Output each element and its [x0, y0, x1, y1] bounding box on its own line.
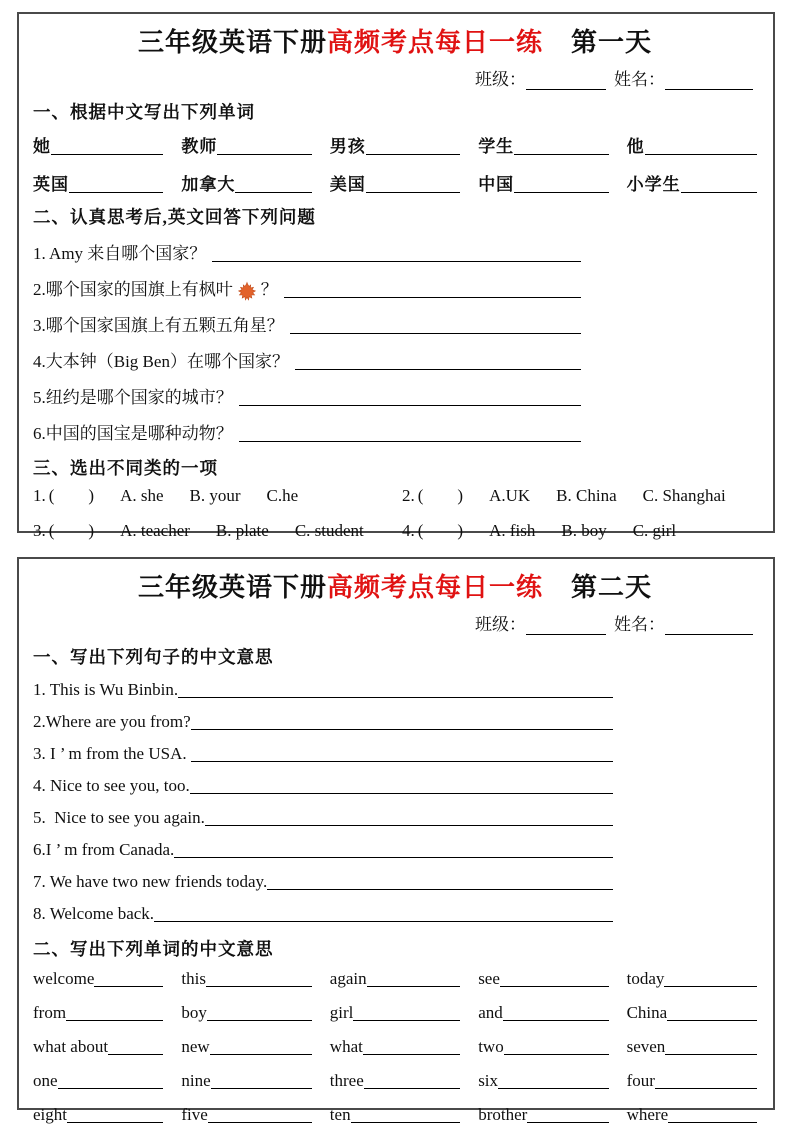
choice-item	[402, 521, 757, 541]
choice-option-a: A.UK	[489, 486, 531, 505]
answer-blank	[94, 970, 163, 987]
answer-line	[212, 245, 581, 262]
word-blank-item	[181, 969, 311, 989]
word-label: 学生	[478, 137, 515, 156]
answer-line	[154, 905, 613, 922]
choice-option-a: A. fish	[489, 521, 536, 540]
word-blank-item	[33, 1037, 163, 1057]
word-label: where	[626, 1105, 669, 1124]
choice-option-a: A. she	[120, 486, 164, 505]
answer-blank	[366, 176, 460, 193]
word-label: 加拿大	[181, 175, 236, 194]
word-label: brother	[478, 1105, 528, 1124]
word-blank-item	[181, 132, 311, 157]
title-text-red: 高频考点每日一练	[326, 573, 543, 602]
word-label: two	[478, 1037, 504, 1056]
word-blank-item	[33, 170, 163, 195]
sentence-text: 4. Nice to see you, too.	[33, 776, 190, 795]
word-label: 英国	[33, 175, 69, 194]
answer-line	[290, 317, 581, 334]
question-text: 5.纽约是哪个国家的城市？	[33, 388, 233, 407]
answer-line	[174, 841, 613, 858]
word-label: new	[181, 1037, 210, 1056]
answer-blank	[503, 1004, 609, 1021]
answer-blank	[668, 1106, 757, 1123]
answer-blank	[514, 176, 608, 193]
sentence-row	[33, 872, 613, 892]
answer-blank	[69, 176, 163, 193]
name-blank	[665, 73, 753, 90]
word-label: again	[329, 969, 367, 988]
maple-leaf-icon	[235, 281, 259, 303]
word-blank-item	[330, 132, 460, 157]
choice-item	[33, 521, 388, 541]
word-label: one	[33, 1071, 58, 1090]
class-blank	[526, 618, 606, 635]
section-1-heading: 一、写出下列句子的中文意思	[33, 647, 274, 667]
answer-blank	[665, 1038, 757, 1055]
day1-worksheet	[17, 12, 775, 540]
word-blank-item	[627, 1003, 757, 1023]
name-label: 姓名：	[614, 70, 665, 89]
answer-line	[178, 681, 613, 698]
word-blank-item	[181, 1003, 311, 1023]
question-text: 1. Amy 来自哪个国家？	[33, 244, 207, 263]
sentence-text: 7. We have two new friends today.	[33, 872, 268, 891]
word-label: China	[626, 1003, 668, 1022]
answer-line	[267, 873, 613, 890]
title-text-black: 三年级英语下册	[137, 28, 327, 57]
word-blank-item	[478, 969, 608, 989]
word-label: 男孩	[329, 137, 366, 156]
word-label: ten	[329, 1105, 351, 1124]
word-label: six	[478, 1071, 499, 1090]
choice-number: 4.	[402, 521, 415, 540]
section-1-heading: 一、根据中文写出下列单词	[33, 102, 255, 122]
word-blank-item	[330, 1003, 460, 1023]
answer-blank	[206, 970, 312, 987]
word-blank-item	[33, 1071, 163, 1091]
word-label: what about	[33, 1037, 109, 1056]
word-label: and	[478, 1003, 503, 1022]
choice-number: 1.	[33, 486, 46, 505]
word-blank-item	[627, 1105, 757, 1125]
answer-blank	[51, 138, 163, 155]
word-label: welcome	[33, 969, 95, 988]
answer-blank	[527, 1106, 608, 1123]
answer-blank	[514, 138, 608, 155]
sentence-row	[33, 776, 613, 796]
sentence-row	[33, 808, 613, 828]
choice-number: 3.	[33, 521, 46, 540]
question-list	[33, 239, 757, 444]
word-blank-item	[33, 132, 163, 157]
question-row	[33, 239, 581, 264]
class-label: 班级：	[475, 615, 526, 634]
word-translation-grid	[33, 969, 757, 1125]
word-blank-item	[33, 1105, 163, 1125]
word-blank-item	[627, 1071, 757, 1091]
word-blank-item	[478, 1105, 608, 1125]
word-blank-item	[330, 1037, 460, 1057]
word-label: nine	[181, 1071, 211, 1090]
word-label: seven	[626, 1037, 666, 1056]
word-label: 小学生	[626, 175, 681, 194]
choice-option-c: C. student	[294, 521, 364, 540]
sentence-text: 2.Where are you from?	[33, 712, 191, 731]
sentence-text: 5. Nice to see you again.	[33, 808, 205, 827]
answer-line	[191, 745, 613, 762]
word-blank-item	[181, 1105, 311, 1125]
choice-option-b: B. China	[556, 486, 617, 505]
word-label: 中国	[478, 175, 515, 194]
title-text-black: 三年级英语下册	[137, 573, 327, 602]
answer-blank	[681, 176, 757, 193]
answer-blank	[364, 1072, 460, 1089]
answer-blank	[366, 138, 460, 155]
word-blank-item	[478, 1071, 608, 1091]
class-label: 班级：	[475, 70, 526, 89]
sentence-text: 6.I ’ m from Canada.	[33, 840, 175, 859]
word-label: 她	[33, 137, 51, 156]
answer-blank	[67, 1106, 163, 1123]
sentence-row	[33, 680, 613, 700]
answer-blank	[500, 970, 609, 987]
answer-blank	[353, 1004, 460, 1021]
answer-line	[191, 713, 613, 730]
name-label: 姓名：	[614, 615, 665, 634]
word-blank-item	[181, 1071, 311, 1091]
sentence-row	[33, 904, 613, 924]
word-label: what	[329, 1037, 363, 1056]
question-row	[33, 311, 581, 336]
class-name-row	[33, 610, 753, 635]
class-blank	[526, 73, 606, 90]
word-label: eight	[33, 1105, 67, 1124]
answer-line	[205, 809, 613, 826]
question-text: 3.哪个国家国旗上有五颗五角星？	[33, 316, 284, 335]
word-blank-item	[478, 170, 608, 195]
choice-option-a: A. teacher	[120, 521, 190, 540]
answer-brackets: ( )	[48, 521, 95, 540]
sentence-text: 3. I ’ m from the USA.	[33, 744, 191, 763]
answer-blank	[367, 970, 461, 987]
choice-option-b: B. your	[189, 486, 241, 505]
word-translation-grid	[33, 132, 757, 195]
word-blank-item	[478, 1037, 608, 1057]
word-label: 他	[626, 137, 645, 156]
section-2-heading: 二、认真思考后,英文回答下列问题	[33, 207, 316, 227]
question-row	[33, 275, 581, 300]
word-label: this	[181, 969, 206, 988]
word-blank-item	[627, 170, 757, 195]
word-blank-item	[181, 170, 311, 195]
section-3-heading: 三、选出不同类的一项	[33, 458, 218, 478]
answer-blank	[208, 1106, 312, 1123]
word-label: boy	[181, 1003, 207, 1022]
question-text: 2.哪个国家的国旗上有枫叶	[33, 280, 233, 299]
word-label: girl	[329, 1003, 354, 1022]
day1-title	[33, 22, 757, 59]
choice-number: 2.	[402, 486, 415, 505]
word-blank-item	[478, 132, 608, 157]
choice-option-c: C. Shanghai	[642, 486, 726, 505]
answer-line	[190, 777, 613, 794]
choice-option-b: B. boy	[561, 521, 607, 540]
word-label: today	[626, 969, 665, 988]
question-row	[33, 383, 581, 408]
word-label: three	[329, 1071, 364, 1090]
answer-blank	[108, 1038, 163, 1055]
section-2-heading: 二、写出下列单词的中文意思	[33, 939, 274, 959]
title-day-number: 第一天	[571, 28, 653, 57]
answer-blank	[207, 1004, 312, 1021]
answer-blank	[655, 1072, 757, 1089]
word-label: four	[626, 1071, 655, 1090]
title-day-number: 第二天	[571, 573, 653, 602]
answer-line	[239, 389, 581, 406]
sentence-row	[33, 744, 613, 764]
word-label: from	[33, 1003, 67, 1022]
word-blank-item	[330, 170, 460, 195]
name-blank	[665, 618, 753, 635]
sentence-row	[33, 840, 613, 860]
answer-blank	[58, 1072, 164, 1089]
sentence-list	[33, 680, 757, 924]
answer-line	[239, 425, 581, 442]
answer-line	[295, 353, 581, 370]
answer-blank	[667, 1004, 757, 1021]
word-label: 美国	[329, 175, 366, 194]
day2-title	[33, 567, 757, 604]
question-row	[33, 419, 581, 444]
answer-blank	[664, 970, 757, 987]
choice-item	[33, 486, 388, 506]
choice-option-c: C.he	[266, 486, 299, 505]
question-text: 4.大本钟（Big Ben）在哪个国家？	[33, 352, 289, 371]
word-blank-item	[627, 1037, 757, 1057]
word-label: see	[478, 969, 500, 988]
word-blank-item	[33, 969, 163, 989]
answer-blank	[504, 1038, 609, 1055]
title-text-red: 高频考点每日一练	[326, 28, 543, 57]
choice-option-b: B. plate	[215, 521, 269, 540]
word-blank-item	[627, 969, 757, 989]
word-blank-item	[330, 1071, 460, 1091]
sentence-row	[33, 712, 613, 732]
sentence-text: 1. This is Wu Binbin.	[33, 680, 179, 699]
answer-blank	[645, 138, 757, 155]
answer-blank	[66, 1004, 163, 1021]
answer-brackets: ( )	[417, 521, 464, 540]
word-blank-item	[478, 1003, 608, 1023]
sentence-text: 8. Welcome back.	[33, 904, 155, 923]
answer-blank	[363, 1038, 460, 1055]
answer-blank	[235, 176, 311, 193]
answer-brackets: ( )	[48, 486, 95, 505]
word-blank-item	[330, 1105, 460, 1125]
word-label: 教师	[181, 137, 218, 156]
question-row	[33, 347, 581, 372]
choice-option-c: C. girl	[632, 521, 677, 540]
answer-blank	[217, 138, 311, 155]
class-name-row	[33, 65, 753, 90]
word-blank-item	[181, 1037, 311, 1057]
question-mark-tail: ？	[260, 280, 278, 299]
answer-blank	[210, 1038, 312, 1055]
word-blank-item	[330, 969, 460, 989]
word-blank-item	[33, 1003, 163, 1023]
answer-blank	[211, 1072, 312, 1089]
word-blank-item	[627, 132, 757, 157]
answer-blank	[351, 1106, 461, 1123]
word-label: five	[181, 1105, 208, 1124]
answer-brackets: ( )	[417, 486, 464, 505]
answer-line	[284, 281, 581, 298]
choice-item	[402, 486, 757, 506]
answer-blank	[498, 1072, 609, 1089]
question-text: 6.中国的国宝是哪种动物？	[33, 424, 233, 443]
day2-worksheet	[17, 557, 775, 1124]
